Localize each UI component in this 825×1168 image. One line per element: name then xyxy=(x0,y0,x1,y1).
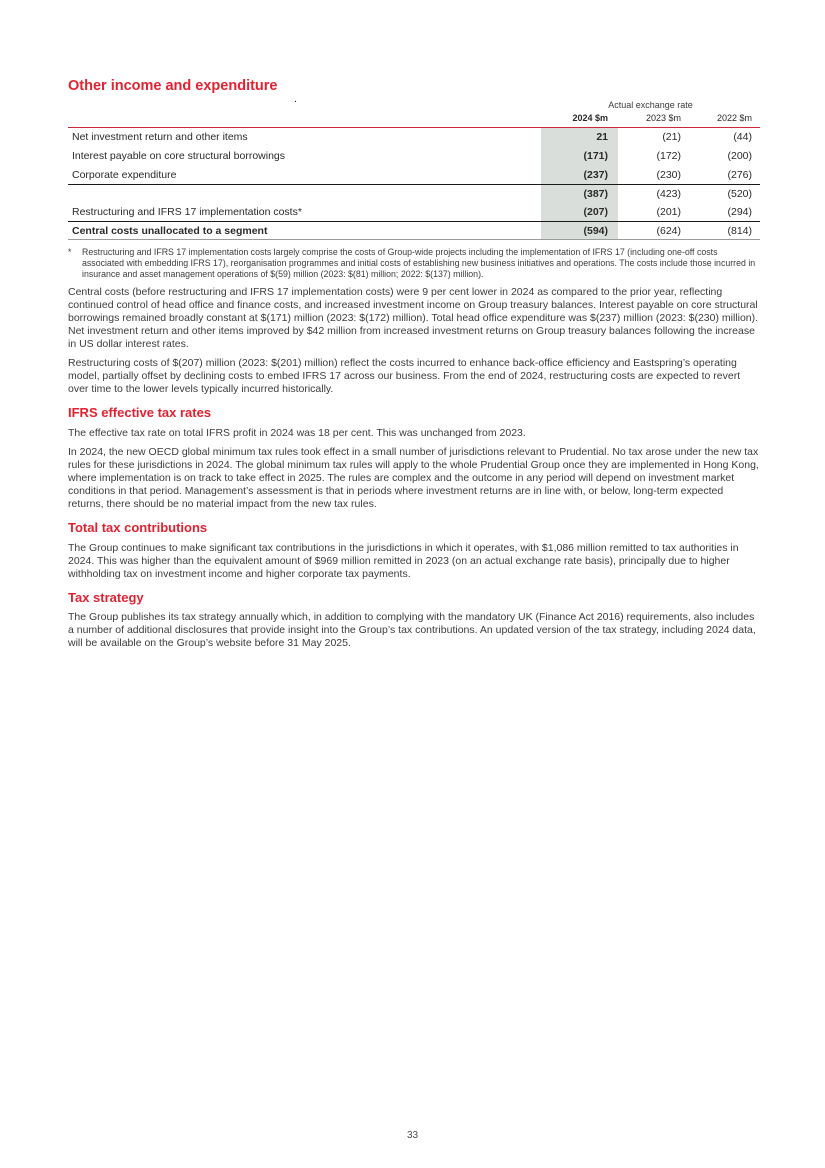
cell-2023: (172) xyxy=(656,150,681,163)
cell-2022: (814) xyxy=(727,224,752,237)
cell-2023: (230) xyxy=(656,168,681,181)
column-header-2022: 2022 $m xyxy=(716,113,752,123)
row-label: Corporate expenditure xyxy=(72,168,177,181)
table-footnote xyxy=(68,247,760,279)
cell-2024: (237) xyxy=(541,165,618,184)
paragraph-central-costs: Central costs (before restructuring and IFRS 17 implementation costs) were 9 per cent lower in 2024 as compared to the prior year, reflecting continued control of head office and finance costs, and increased investment income on Group treasury balances. Interest payable on core structural borrowings remained broadly constant at $(171) million (2023: $(172) million). Total head office expenditure was $(237) million (2023: $(230) million). Net investment return and other items improved by $42 million from increased investment returns on Group treasury balances following the increase in US dollar interest rates. xyxy=(68,285,759,350)
cell-2023: (21) xyxy=(662,131,681,144)
paragraph-restructuring-costs: Restructuring costs of $(207) million (2023: $(201) million) reflect the costs incurred to enhance back-office efficiency and Eastspring’s operating model, partially offset by declining costs to embed IFRS 17 across our business. From the end of 2024, restructuring costs are expected to revert over time to the lower levels typically incurred historically. xyxy=(68,357,741,396)
table-group-header: Actual exchange rate xyxy=(608,100,693,110)
section-heading-ifrs-tax-rates: IFRS effective tax rates xyxy=(68,405,212,421)
cell-2024: (171) xyxy=(541,147,618,166)
cell-2022: (276) xyxy=(727,168,752,181)
section-heading-total-tax: Total tax contributions xyxy=(68,520,208,536)
cell-2024: (594) xyxy=(541,222,618,239)
cell-2024: (207) xyxy=(541,203,618,222)
paragraph-tax-contributions: The Group continues to make significant tax contributions in the jurisdictions in which it operates, with $1,086 million remitted to tax authorities in 2024. This was higher than the equivalent amount of $969 million remitted in 2023 (on an actual exchange rate basis), principally due to higher withholding tax on investment income and higher corporate tax payments. xyxy=(68,541,739,580)
cell-2024: 21 xyxy=(541,128,618,147)
section-heading-tax-strategy: Tax strategy xyxy=(68,589,144,605)
page-number: 33 xyxy=(406,1130,419,1141)
table-row xyxy=(68,128,760,147)
table-group-header-row xyxy=(68,100,760,111)
table-row-subtotal xyxy=(68,184,760,203)
cell-2023: (201) xyxy=(656,206,681,219)
row-label: Interest payable on core structural borrowings xyxy=(72,150,286,163)
row-label: Central costs unallocated to a segment xyxy=(72,224,268,237)
paragraph-tax-strategy: The Group publishes its tax strategy annually which, in addition to complying with the mandatory UK (Finance Act 2016) requirements, also includes a number of additional disclosures that provide insight into the Group’s tax contributions. An updated version of the tax strategy, including 2024 data, will be available on the Group’s website before 31 May 2025. xyxy=(68,611,756,650)
column-header-2023: 2023 $m xyxy=(645,113,681,123)
table-row xyxy=(68,147,760,166)
table-column-header-row xyxy=(68,111,760,128)
table-row-total xyxy=(68,221,760,240)
page-content xyxy=(68,78,760,650)
stray-mark: . xyxy=(294,93,298,105)
row-label: Restructuring and IFRS 17 implementation costs* xyxy=(72,206,302,219)
section-heading-other-income: Other income and expenditure xyxy=(68,78,278,94)
cell-2022: (44) xyxy=(733,131,752,144)
footnote-marker: * xyxy=(68,247,72,258)
column-header-2024: 2024 $m xyxy=(572,113,608,123)
cell-2023: (423) xyxy=(656,187,681,200)
other-income-table xyxy=(68,100,760,240)
cell-2023: (624) xyxy=(656,224,681,237)
table-row xyxy=(68,165,760,184)
cell-2022: (200) xyxy=(727,150,752,163)
row-label: Net investment return and other items xyxy=(72,131,248,144)
table-row xyxy=(68,203,760,222)
paragraph-oecd-minimum-tax: In 2024, the new OECD global minimum tax rules took effect in a small number of jurisdictions relevant to Prudential. No tax arose under the new tax rules for these jurisdictions in 2024. The global minimum tax rules will apply to the whole Prudential Group once they are implemented in Hong Kong, where implementation is on track to take effect in 2025. The rules are complex and the outcome in any period will depend on investment market conditions in that period. Management’s assessment is that in periods where investment returns are in line with, or below, long-term expected returns, there should be no material impact from the new tax rules. xyxy=(68,446,759,511)
paragraph-effective-tax-rate: The effective tax rate on total IFRS profit in 2024 was 18 per cent. This was unchanged from 2023. xyxy=(68,426,526,439)
cell-2022: (520) xyxy=(727,187,752,200)
footnote-text: Restructuring and IFRS 17 implementation costs largely comprise the costs of Group-wide projects including the implementation of IFRS 17 (including one-off costs associated with embedding IFRS 17), reorganisation programmes and initial costs of establishing new business initiatives and operations. The costs include those incurred in insurance and asset management operations of $(59) million (2023: $(81) million; 2022: $(137) million). xyxy=(82,247,756,279)
cell-2022: (294) xyxy=(727,206,752,219)
cell-2024: (387) xyxy=(541,185,618,203)
